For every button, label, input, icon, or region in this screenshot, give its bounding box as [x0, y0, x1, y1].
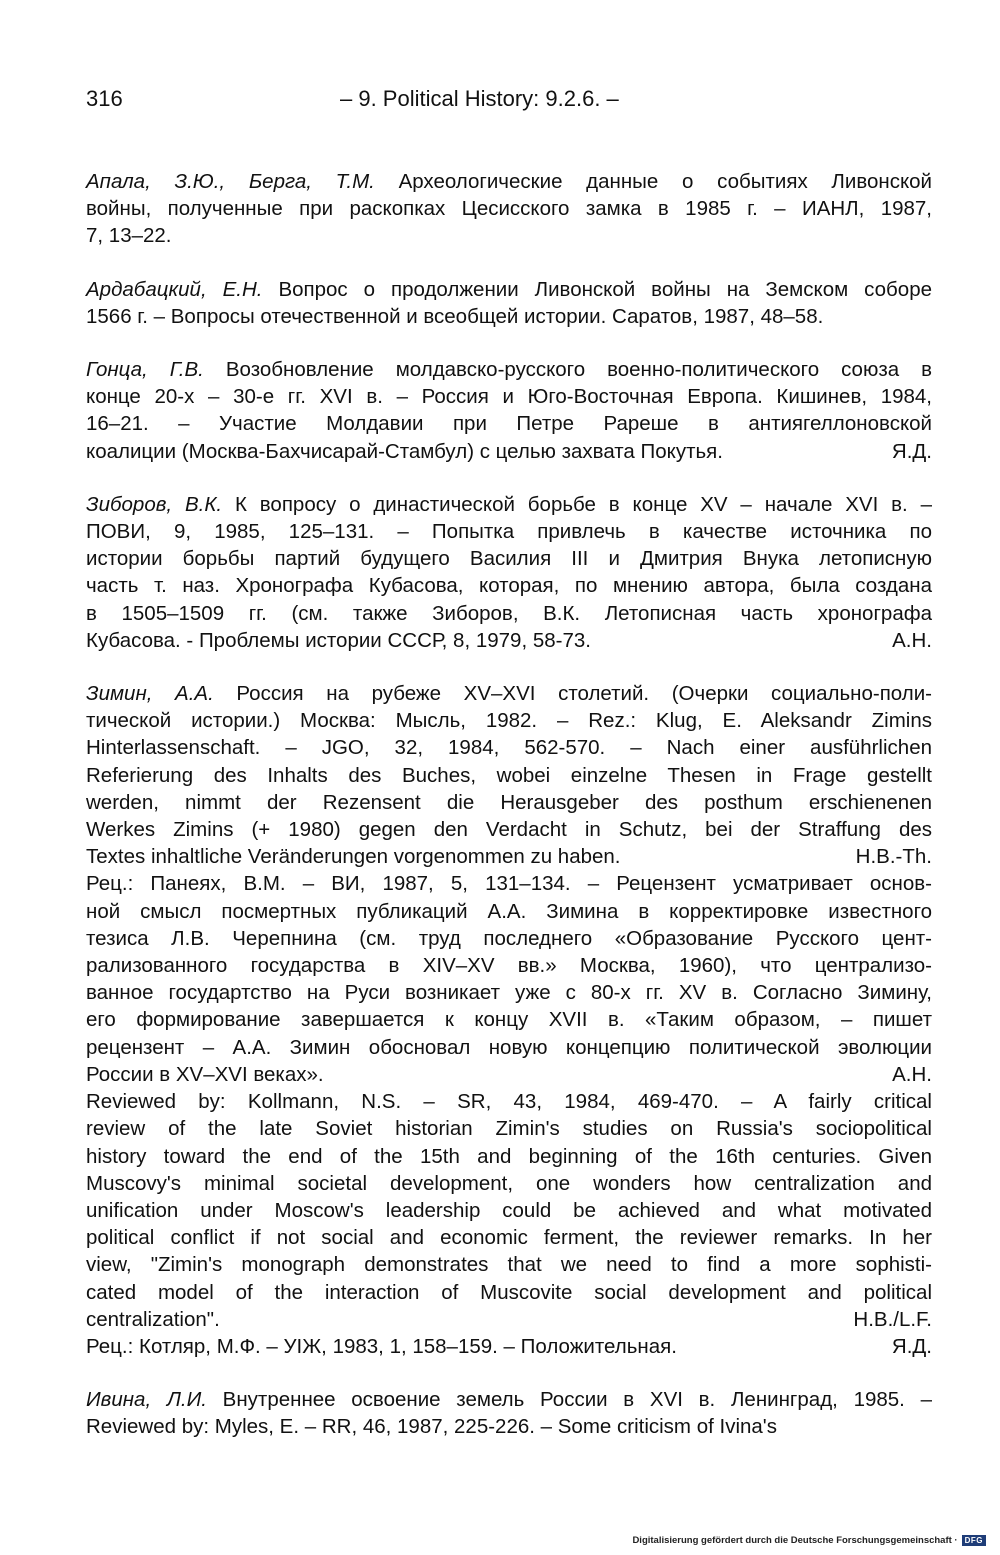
- reviewer-initials: Н.В.-Th.: [855, 845, 932, 869]
- text-line: [86, 816, 932, 843]
- line-text: 1566 г. – Вопросы отечественной и всеобщей истории. Саратов, 1987, 48–58.: [86, 304, 824, 328]
- text-line: [86, 1143, 932, 1170]
- line-text: Werkes Zimins (+ 1980) gegen den Verdacht in Schutz, bei der Straffung des: [86, 818, 932, 842]
- text-line: [86, 518, 932, 545]
- line-text: Кубасова. - Проблемы истории СССР, 8, 1979, 58-73.: [86, 628, 591, 652]
- line-text: его формирование завершается к концу XVII в. «Таким образом, – пишет: [86, 1008, 932, 1032]
- line-text: коалиции (Москва-Бахчисарай-Стамбул) с целью захвата Покутья.: [86, 439, 723, 463]
- line-text: Referierung des Inhalts des Buches, wobei einzelne Thesen in Frage gestellt: [86, 763, 932, 787]
- line-text: ПОВИ, 9, 1985, 125–131. – Попытка привлечь в качестве источника по: [86, 520, 932, 544]
- text-line: [86, 195, 932, 222]
- text-line: [86, 627, 932, 654]
- text-line: [86, 1170, 932, 1197]
- reviewer-initials: Я.Д.: [891, 1334, 932, 1358]
- text-line: [86, 383, 932, 410]
- text-line: [86, 1224, 932, 1251]
- line-text: Reviewed by: Myles, E. – RR, 46, 1987, 225-226. – Some criticism of Ivina's: [86, 1415, 777, 1439]
- line-text: history toward the end of the 15th and beginning of the 16th centuries. Given: [86, 1144, 932, 1168]
- line-text: истории борьбы партий будущего Василия III и Дмитрия Внука летописную: [86, 547, 932, 571]
- text-line: [86, 572, 932, 599]
- bibliography-entry: [86, 356, 932, 465]
- text-line: [86, 1061, 932, 1088]
- line-text: К вопросу о династической борьбе в конце XV – начале XVI в. –: [222, 492, 932, 516]
- text-line: [86, 952, 932, 979]
- text-line: [86, 870, 932, 897]
- line-text: часть т. наз. Хронографа Кубасова, которая, по мнению автора, была создана: [86, 574, 932, 598]
- text-line: [86, 1251, 932, 1278]
- bibliography-body: [86, 168, 932, 1467]
- text-line: [86, 545, 932, 572]
- text-line: [86, 680, 932, 707]
- page-header: [86, 86, 932, 120]
- text-line: [86, 600, 932, 627]
- line-text: Muscovy's minimal societal development, one wonders how centralization and: [86, 1171, 932, 1195]
- line-text: Археологические данные о событиях Ливонской: [374, 170, 933, 193]
- line-text: тической истории.) Москва: Мысль, 1982. – Rez.: Klug, E. Aleksandr Zimins: [86, 709, 932, 733]
- text-line: [86, 222, 932, 249]
- text-line: [86, 734, 932, 761]
- bibliography-entry: [86, 1386, 932, 1440]
- line-text: Textes inhaltliche Veränderungen vorgenommen zu haben.: [86, 845, 621, 869]
- bibliography-entry: [86, 276, 932, 330]
- entry-text: [86, 276, 932, 330]
- line-text: centralization".: [86, 1307, 220, 1331]
- entry-author: Апала, З.Ю., Берга, Т.М.: [86, 170, 375, 193]
- line-text: cated model of the interaction of Muscovite social development and political: [86, 1280, 932, 1304]
- text-line: [86, 1115, 932, 1142]
- text-line: [86, 303, 932, 330]
- line-text: России в XV–XVI веках».: [86, 1062, 324, 1086]
- bibliography-entry: [86, 168, 932, 250]
- line-text: review of the late Soviet historian Zimin's studies on Russia's sociopolitical: [86, 1117, 932, 1141]
- line-text: Reviewed by: Kollmann, N.S. – SR, 43, 1984, 469-470. – A fairly critical: [86, 1090, 932, 1114]
- line-text: view, "Zimin's monograph demonstrates that we need to find a more sophisti-: [86, 1253, 932, 1277]
- line-text: рализованного государства в XIV–XV вв.» Москва, 1960), что централизо-: [86, 954, 932, 978]
- entry-text: [86, 680, 932, 870]
- text-line: [86, 410, 932, 437]
- entry-author: Гонца, Г.В.: [86, 358, 204, 382]
- dfg-logo: DFG: [962, 1535, 986, 1546]
- line-text: ванное государтство на Руси возникает уже с 80-х гг. XV в. Согласно Зимину,: [86, 981, 932, 1005]
- entry-text: [86, 1386, 932, 1440]
- line-text: в 1505–1509 гг. (см. также Зиборов, В.К. Летописная часть хронографа: [86, 601, 932, 625]
- entry-text: [86, 168, 932, 250]
- line-text: Рец.: Панеях, В.М. – ВИ, 1987, 5, 131–134. – Рецензент усматривает основ-: [86, 872, 932, 896]
- line-text: 7, 13–22.: [86, 224, 172, 248]
- line-text: войны, полученные при раскопках Цесисского замка в 1985 г. – ИАНЛ, 1987,: [86, 197, 932, 221]
- text-line: [86, 979, 932, 1006]
- entry-text: [86, 491, 932, 654]
- line-text: конце 20-х – 30-е гг. XVI в. – Россия и Юго-Восточная Европа. Кишинев, 1984,: [86, 385, 932, 409]
- line-text: 16–21. – Участие Молдавии при Петре Рареше в антиягеллоновской: [86, 412, 932, 436]
- footer-text: Digitalisierung gefördert durch die Deutsche Forschungsgemeinschaft ·: [632, 1535, 958, 1546]
- entry-author: Ивина, Л.И.: [86, 1388, 207, 1412]
- text-line: [86, 898, 932, 925]
- entry-author: Ардабацкий, Е.Н.: [86, 277, 263, 301]
- text-line: [86, 843, 932, 870]
- entry-author: Зиборов, В.К.: [86, 492, 223, 516]
- line-text: Внутреннее освоение земель России в XVI в. Ленинград, 1985. –: [206, 1388, 932, 1412]
- text-line: [86, 789, 932, 816]
- text-line: [86, 1088, 932, 1115]
- text-line: [86, 491, 932, 518]
- running-head: – 9. Political History: 9.2.6. –: [340, 86, 619, 111]
- text-line: [86, 1413, 932, 1440]
- text-line: [86, 762, 932, 789]
- reviewer-initials: А.Н.: [892, 1062, 932, 1086]
- text-line: [86, 1306, 932, 1333]
- text-line: [86, 1386, 932, 1413]
- text-line: [86, 707, 932, 734]
- review-text: [86, 870, 932, 1088]
- line-text: Возобновление молдавско-русского военно-политического союза в: [203, 358, 933, 382]
- reviewer-initials: Н.В./L.F.: [853, 1307, 932, 1331]
- entry-author: Зимин, А.А.: [86, 682, 214, 706]
- line-text: unification under Moscow's leadership could be achieved and what motivated: [86, 1198, 932, 1222]
- text-line: [86, 1006, 932, 1033]
- entry-text: [86, 356, 932, 465]
- text-line: [86, 1197, 932, 1224]
- digitization-footer: [632, 1535, 986, 1546]
- text-line: [86, 168, 932, 195]
- text-line: [86, 1279, 932, 1306]
- line-text: рецензент – А.А. Зимин обосновал новую концепцию политической эволюции: [86, 1035, 932, 1059]
- line-text: Вопрос о продолжении Ливонской войны на Земском соборе: [262, 277, 933, 301]
- text-line: [86, 356, 932, 383]
- line-text: ной смысл посмертных публикаций А.А. Зимина в корректировке известного: [86, 899, 932, 923]
- bibliography-entry: [86, 491, 932, 654]
- line-text: Рец.: Котляр, М.Ф. – УІЖ, 1983, 1, 158–159. – Положительная.: [86, 1334, 677, 1358]
- text-line: [86, 438, 932, 465]
- text-line: [86, 276, 932, 303]
- line-text: political conflict if not social and economic ferment, the reviewer remarks. In her: [86, 1226, 932, 1250]
- line-text: Россия на рубеже XV–XVI столетий. (Очерки социально-поли-: [213, 682, 932, 706]
- review-text: [86, 1333, 932, 1360]
- page-number: 316: [86, 86, 123, 111]
- text-line: [86, 925, 932, 952]
- text-line: [86, 1333, 932, 1360]
- line-text: Hinterlassenschaft. – JGO, 32, 1984, 562-570. – Nach einer ausführlichen: [86, 736, 932, 760]
- review-text: [86, 1088, 932, 1333]
- text-line: [86, 1034, 932, 1061]
- reviewer-initials: Я.Д.: [891, 439, 932, 463]
- reviewer-initials: А.Н.: [892, 628, 932, 652]
- line-text: тезиса Л.В. Черепнина (см. труд последнего «Образование Русского цент-: [86, 926, 932, 950]
- line-text: werden, nimmt der Rezensent die Herausgeber des posthum erschienenen: [86, 790, 932, 814]
- bibliography-entry: [86, 680, 932, 1360]
